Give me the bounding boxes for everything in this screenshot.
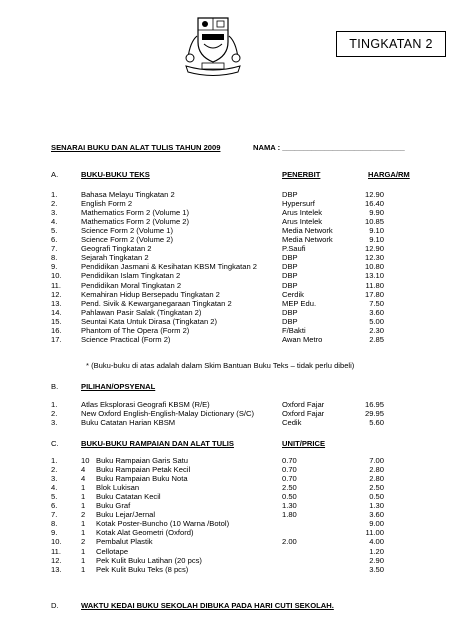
list-item-number: 11.: [51, 546, 61, 556]
list-item-price: 1.30: [369, 501, 384, 511]
list-item-publisher: Oxford Fajar: [282, 409, 325, 419]
list-item-publisher: Awan Metro: [282, 334, 323, 344]
list-item-publisher: Cerdik: [282, 289, 304, 299]
list-item-price: 9.90: [369, 208, 384, 218]
section-a-footnote: * (Buku-buku di atas adalah dalam Skim Bantuan Buku Teks – tidak perlu dibeli): [86, 361, 355, 370]
list-item-number: 10.: [51, 271, 62, 281]
list-item-price: 9.00: [369, 519, 384, 529]
list-item-title: Pembalut Plastik: [96, 537, 153, 547]
list-item-title: Cellotape: [96, 546, 129, 556]
list-item-price: 4.00: [369, 537, 384, 547]
list-item-number: 3.: [51, 474, 58, 484]
section-b-heading: PILIHAN/OPSYENAL: [81, 382, 156, 391]
list-item-number: 1.: [51, 456, 58, 465]
section-c-letter: C.: [51, 439, 59, 448]
list-item-price: 9.10: [369, 235, 384, 245]
section-c-heading: BUKU-BUKU RAMPAIAN DAN ALAT TULIS: [81, 439, 234, 448]
list-item-price: 5.00: [369, 316, 384, 326]
list-item-price: 7.00: [369, 456, 384, 465]
list-item-number: 1.: [51, 400, 58, 409]
list-item-title: Mathematics Form 2 (Volume 1): [81, 208, 190, 218]
list-item-title: Science Form 2 (Volume 1): [81, 226, 174, 236]
list-item-title: Pend. Sivik & Kewarganegaraan Tingkatan 2: [81, 298, 232, 308]
list-item-quantity: 1: [81, 483, 86, 493]
list-item-publisher: MEP Edu.: [282, 298, 317, 308]
list-item-title: Phantom of The Opera (Form 2): [81, 325, 190, 335]
list-item-price: 10.85: [364, 217, 384, 227]
list-item-quantity: 1: [81, 564, 86, 574]
list-item-title: Pendidikan Moral Tingkatan 2: [81, 280, 182, 290]
list-item-unit-price: 2.50: [282, 483, 297, 493]
list-item-title: Blok Lukisan: [96, 483, 140, 493]
list-item-title: Buku Lejar/Jernal: [96, 510, 156, 520]
list-item-number: 6.: [51, 501, 58, 511]
list-item-title: Pendidikan Islam Tingkatan 2: [81, 271, 181, 281]
list-item-number: 1.: [51, 190, 58, 199]
list-item-number: 7.: [51, 244, 58, 254]
list-item-unit-price: 0.70: [282, 474, 297, 484]
list-item-unit-price: 2.00: [282, 537, 297, 547]
list-item-quantity: 10: [81, 456, 90, 465]
list-item-price: 13.10: [364, 271, 384, 281]
list-item-title: Buku Rampaian Petak Kecil: [96, 465, 191, 475]
list-item-number: 5.: [51, 492, 58, 502]
list-item-number: 12.: [51, 555, 62, 565]
list-item-price: 2.30: [369, 325, 384, 335]
list-item-title: Atlas Eksplorasi Geografi KBSM (R/E): [81, 400, 210, 409]
list-item-number: 3.: [51, 208, 58, 218]
section-a-letter: A.: [51, 170, 59, 179]
list-item-title: Pahlawan Pasir Salak (Tingkatan 2): [81, 307, 202, 317]
list-item-title: Buku Rampaian Garis Satu: [96, 456, 189, 465]
list-item-price: 2.85: [369, 334, 384, 344]
list-item-price: 1.20: [369, 546, 384, 556]
list-item-number: 5.: [51, 226, 58, 236]
list-item-publisher: Oxford Fajar: [282, 400, 325, 409]
list-item-title: New Oxford English-English-Malay Dictionary (S/C): [81, 409, 255, 419]
list-item-unit-price: 0.70: [282, 465, 297, 475]
list-item-price: 0.50: [369, 492, 384, 502]
list-item-number: 4.: [51, 217, 58, 227]
section-b-letter: B.: [51, 382, 59, 391]
list-item-title: Kemahiran Hidup Bersepadu Tingkatan 2: [81, 289, 220, 299]
list-item-publisher: DBP: [282, 316, 298, 326]
list-item-title: Buku Catatan Kecil: [96, 492, 161, 502]
list-item-publisher: Media Network: [282, 226, 333, 236]
list-item-price: 17.80: [364, 289, 384, 299]
list-item-unit-price: 1.30: [282, 501, 297, 511]
list-item-price: 2.90: [369, 555, 384, 565]
list-item-price: 3.50: [369, 564, 384, 574]
list-item-publisher: DBP: [282, 307, 298, 317]
list-item-quantity: 1: [81, 546, 86, 556]
list-item-quantity: 1: [81, 501, 86, 511]
list-item-number: 8.: [51, 519, 58, 529]
list-item-number: 15.: [51, 316, 62, 326]
list-item-price: 11.00: [365, 528, 384, 538]
list-item-title: Kotak Alat Geometri (Oxford): [96, 528, 194, 538]
list-item-number: 11.: [51, 280, 61, 290]
list-item-title: English Form 2: [81, 199, 133, 209]
list-item-number: 2.: [51, 409, 58, 419]
list-item-price: 12.90: [364, 190, 384, 199]
list-item-title: Pek Kulit Buku Latihan (20 pcs): [96, 555, 202, 565]
section-d-heading: WAKTU KEDAI BUKU SEKOLAH DIBUKA PADA HARI CUTI SEKOLAH.: [81, 601, 334, 610]
list-item-quantity: 4: [81, 465, 86, 475]
list-item-number: 6.: [51, 235, 58, 245]
list-item-title: Kotak Poster-Buncho (10 Warna /Botol): [96, 519, 230, 529]
column-header-publisher: PENERBIT: [282, 170, 321, 179]
list-item-price: 12.90: [364, 244, 384, 254]
form-label: TINGKATAN 2: [349, 37, 433, 51]
list-item-publisher: DBP: [282, 190, 298, 199]
list-item-title: Buku Rampaian Buku Nota: [96, 474, 188, 484]
list-item-publisher: P.Saufi: [282, 244, 306, 254]
list-item-publisher: Arus Intelek: [282, 217, 323, 227]
section-a-heading: BUKU-BUKU TEKS: [81, 170, 150, 179]
list-item-title: Science Practical (Form 2): [81, 334, 171, 344]
list-item-price: 11.80: [365, 280, 384, 290]
list-item-number: 16.: [51, 325, 62, 335]
list-item-number: 8.: [51, 253, 58, 263]
list-item-number: 2.: [51, 465, 58, 475]
list-item-title: Pendidikan Jasmani & Kesihatan KBSM Tingkatan 2: [81, 262, 258, 272]
list-item-number: 17.: [51, 334, 62, 344]
list-item-number: 13.: [51, 564, 62, 574]
list-item-price: 5.60: [369, 418, 384, 428]
list-item-title: Bahasa Melayu Tingkatan 2: [81, 190, 175, 199]
list-item-price: 16.40: [364, 199, 384, 209]
list-item-publisher: DBP: [282, 271, 298, 281]
list-item-number: 7.: [51, 510, 58, 520]
list-item-publisher: DBP: [282, 280, 298, 290]
list-item-price: 3.60: [369, 510, 384, 520]
list-item-publisher: F/Bakti: [282, 325, 306, 335]
list-item-number: 2.: [51, 199, 58, 209]
column-header-price: HARGA/RM: [368, 170, 410, 179]
document-title: SENARAI BUKU DAN ALAT TULIS TAHUN 2009: [51, 143, 221, 152]
list-item-unit-price: 0.50: [282, 492, 297, 502]
list-item-quantity: 1: [81, 555, 86, 565]
list-item-publisher: Hypersurf: [282, 199, 315, 209]
list-item-title: Pek Kulit Buku Teks (8 pcs): [96, 564, 189, 574]
form-label-box: [336, 31, 446, 57]
list-item-publisher: Arus Intelek: [282, 208, 323, 218]
list-item-number: 13.: [51, 298, 62, 308]
list-item-publisher: DBP: [282, 253, 298, 263]
list-item-quantity: 1: [81, 519, 86, 529]
list-item-price: 10.80: [364, 262, 384, 272]
list-item-quantity: 1: [81, 492, 86, 502]
list-item-price: 16.95: [364, 400, 384, 409]
list-item-price: 29.95: [364, 409, 384, 419]
name-field-label: NAMA : _____________________________: [253, 143, 405, 152]
list-item-price: 12.30: [364, 253, 384, 263]
list-item-number: 4.: [51, 483, 58, 493]
list-item-quantity: 2: [81, 537, 86, 547]
list-item-price: 2.50: [369, 483, 384, 493]
list-item-price: 2.80: [369, 465, 384, 475]
list-item-title: Seuntai Kata Untuk Dirasa (Tingkatan 2): [81, 316, 218, 326]
list-item-number: 12.: [51, 289, 62, 299]
list-item-title: Mathematics Form 2 (Volume 2): [81, 217, 190, 227]
list-item-title: Science Form 2 (Volume 2): [81, 235, 174, 245]
list-item-title: Buku Catatan Harian KBSM: [81, 418, 176, 428]
list-item-number: 14.: [51, 307, 62, 317]
list-item-quantity: 1: [81, 528, 86, 538]
list-item-price: 2.80: [369, 474, 384, 484]
list-item-number: 3.: [51, 418, 58, 428]
list-item-title: Sejarah Tingkatan 2: [81, 253, 149, 263]
list-item-title: Buku Graf: [96, 501, 131, 511]
list-item-price: 9.10: [369, 226, 384, 236]
list-item-unit-price: 0.70: [282, 456, 297, 465]
list-item-quantity: 2: [81, 510, 86, 520]
school-crest-logo: [180, 12, 246, 78]
list-item-price: 3.60: [369, 307, 384, 317]
list-item-unit-price: 1.80: [282, 510, 297, 520]
list-item-title: Geografi Tingkatan 2: [81, 244, 152, 254]
list-item-publisher: DBP: [282, 262, 298, 272]
list-item-number: 10.: [51, 537, 62, 547]
section-d-letter: D.: [51, 601, 59, 610]
column-header-unit-price: UNIT/PRICE: [282, 439, 326, 448]
list-item-number: 9.: [51, 262, 58, 272]
list-item-price: 7.50: [369, 298, 384, 308]
list-item-number: 9.: [51, 528, 58, 538]
list-item-quantity: 4: [81, 474, 86, 484]
list-item-publisher: Media Network: [282, 235, 333, 245]
list-item-publisher: Cedik: [282, 418, 302, 428]
